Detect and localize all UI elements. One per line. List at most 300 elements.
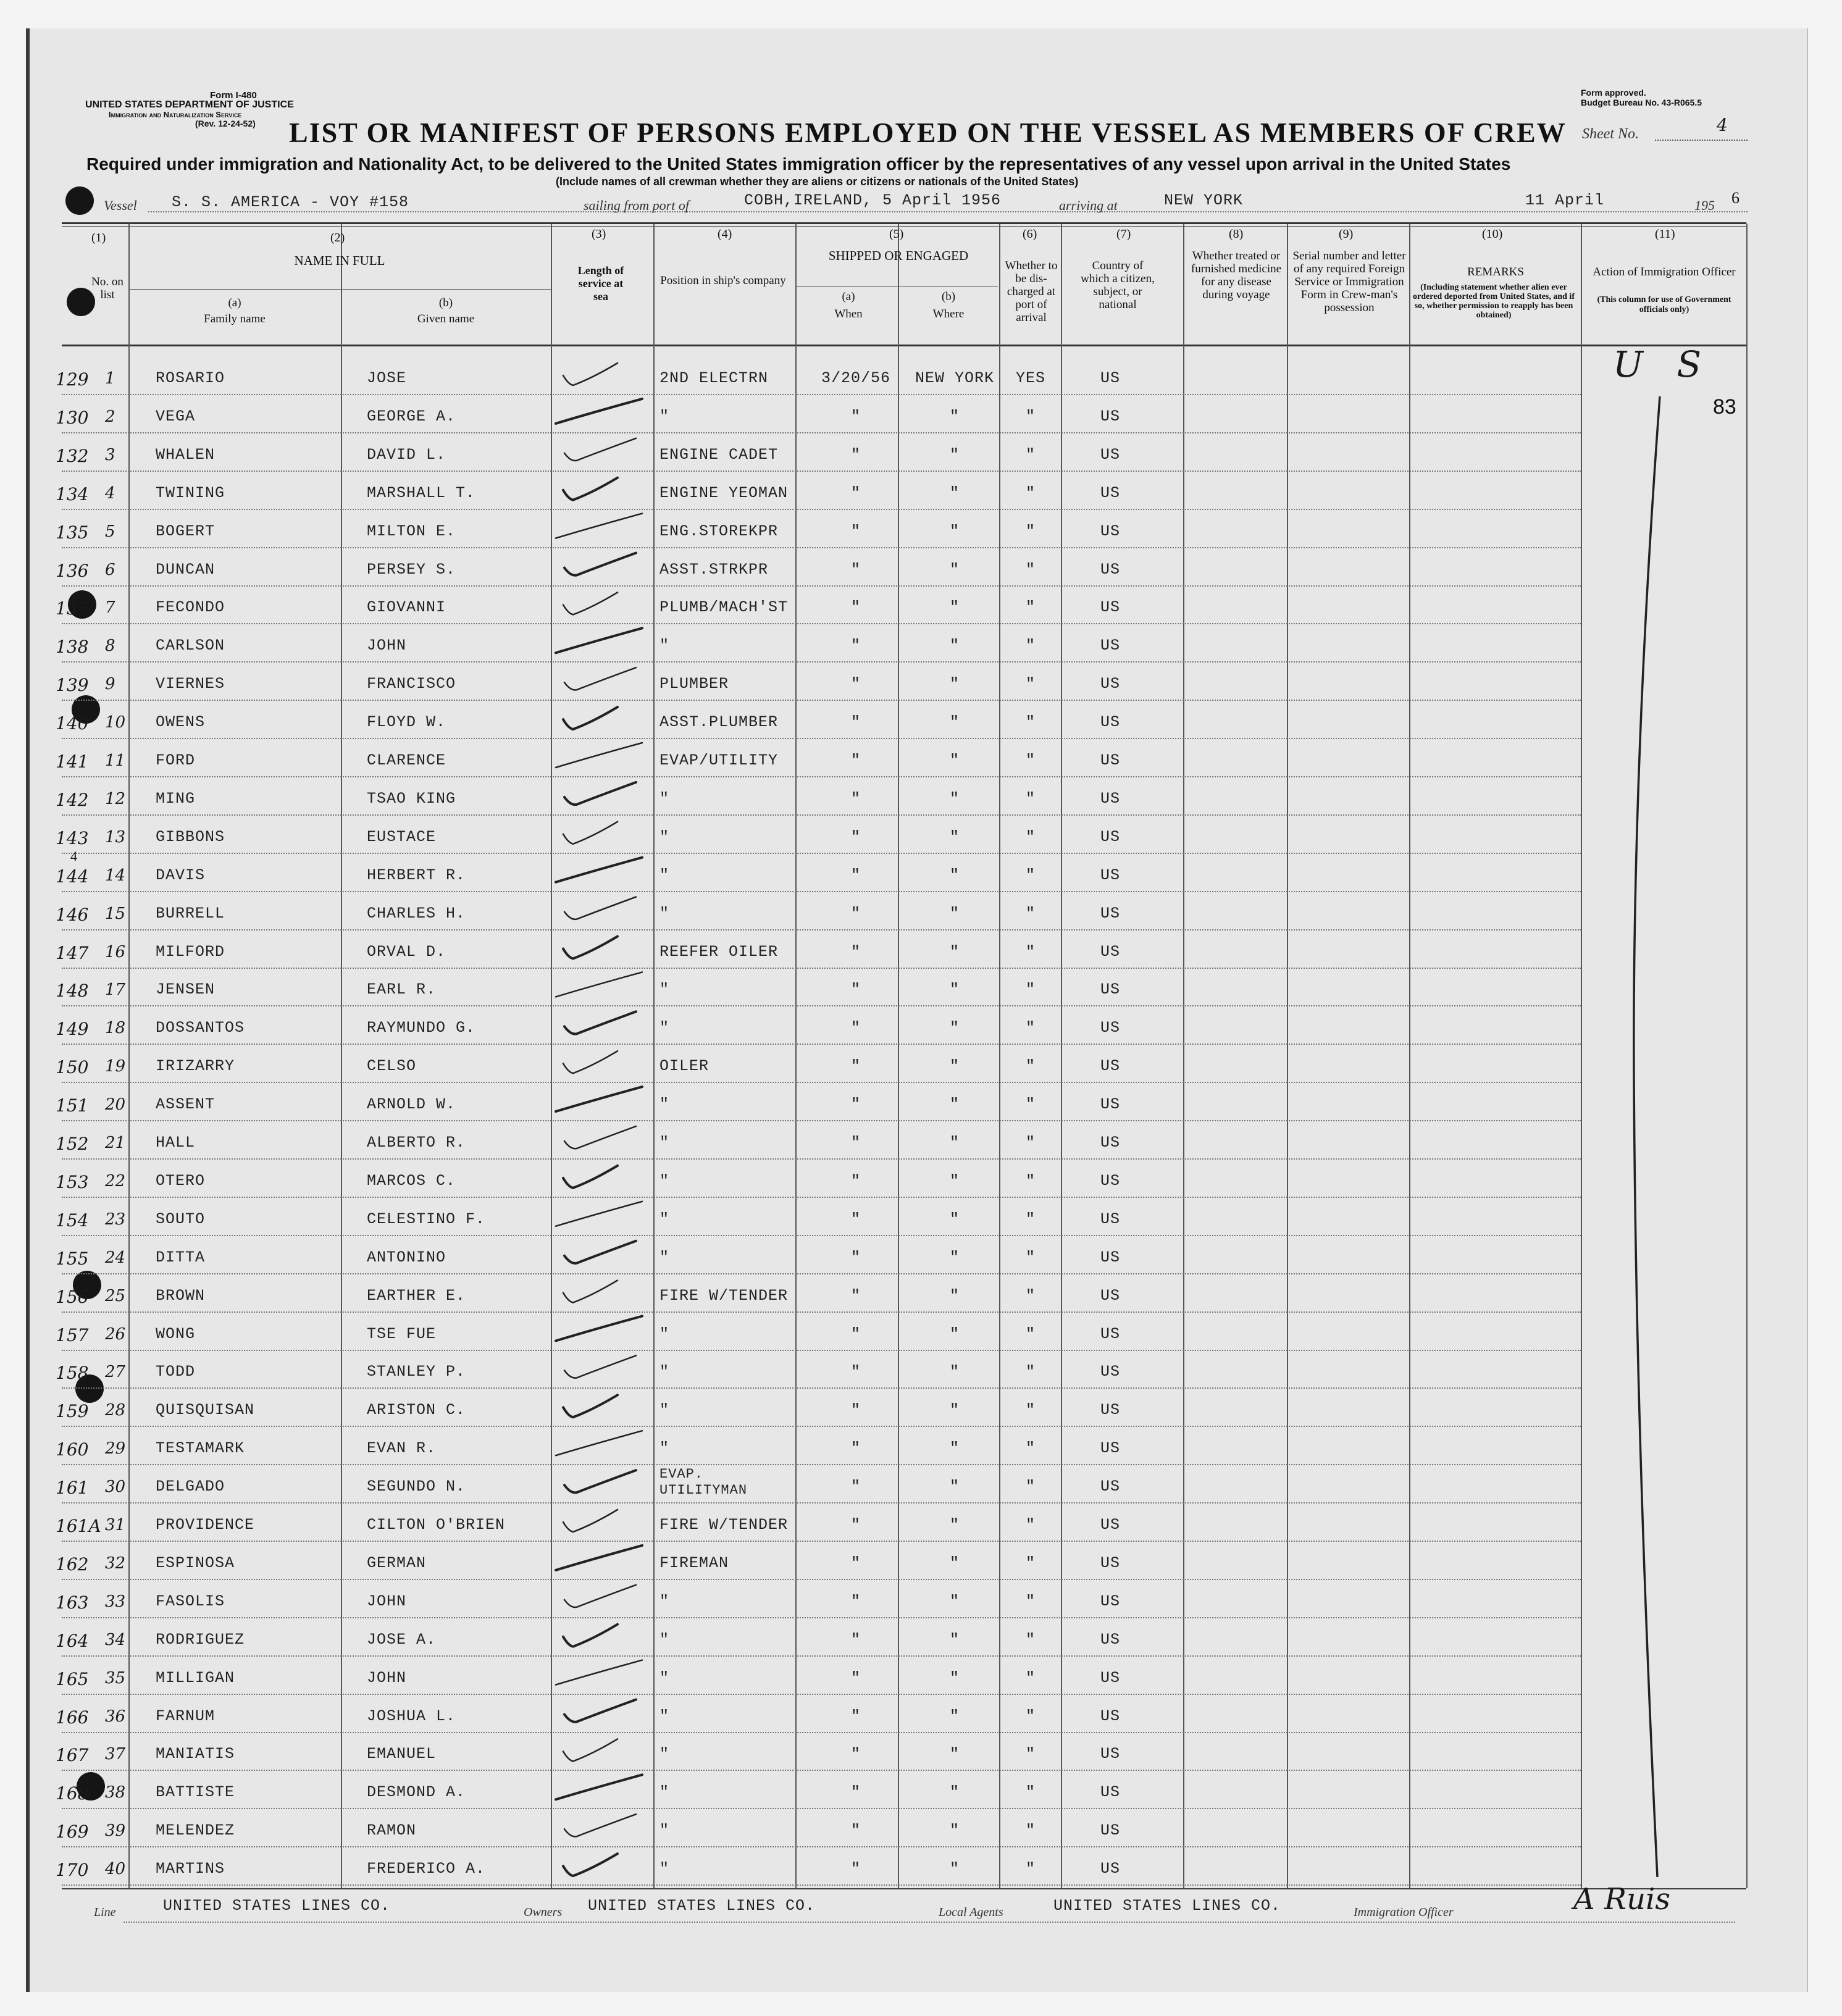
- cell-ref: 152: [56, 1134, 89, 1154]
- cell-no: 40: [105, 1860, 126, 1879]
- checkmark: [564, 1585, 636, 1607]
- cell-family: VIERNES: [156, 675, 225, 693]
- checkmark: [556, 743, 642, 768]
- cell-no: 6: [105, 560, 115, 579]
- cell-position: FIRE W/TENDER: [659, 1286, 789, 1305]
- cell-no: 18: [105, 1019, 126, 1038]
- officer-signature: A Ruis: [1573, 1882, 1670, 1917]
- cell-country: US: [1100, 1134, 1120, 1152]
- cell-position: ": [659, 1822, 670, 1840]
- cell-ref: 138: [56, 637, 89, 658]
- cell-discharge: ": [1025, 904, 1036, 922]
- col-num-6: (6): [1023, 227, 1037, 241]
- cell-family: BATTISTE: [156, 1783, 235, 1802]
- footer-officer-label: Immigration Officer: [1354, 1905, 1454, 1919]
- cell-given: FRANCISCO: [367, 675, 456, 693]
- col-when: When: [834, 307, 863, 320]
- cell-ref: 150: [56, 1057, 89, 1078]
- cell-position: ": [659, 1439, 670, 1458]
- cell-where: ": [949, 1554, 960, 1572]
- cell-ref: 155: [56, 1248, 89, 1269]
- cell-when: ": [850, 1057, 861, 1076]
- cell-family: MILFORD: [156, 942, 225, 961]
- cell-no: 39: [105, 1822, 126, 1841]
- cell-ref: 146: [56, 904, 89, 925]
- cell-given: CELESTINO F.: [367, 1210, 486, 1228]
- col-num-2: (2): [330, 231, 345, 245]
- cell-ref: 153: [56, 1171, 89, 1192]
- col-remarks-note: (Including statement whether alien ever ordered deported from United States, and if so, whether permission to reapply has been obtained): [1413, 283, 1575, 320]
- cell-family: DELGADO: [156, 1478, 225, 1496]
- cell-discharge: ": [1025, 483, 1036, 502]
- cell-when: 3/20/56: [821, 369, 891, 387]
- col-medicine: Whether treated or furnished medicine for any disease during voyage: [1191, 249, 1282, 301]
- col-num-3: (3): [592, 227, 606, 241]
- checkmark: [556, 1775, 642, 1799]
- cell-where: ": [949, 713, 960, 732]
- cell-discharge: ": [1025, 675, 1036, 693]
- cell-no: 19: [105, 1057, 126, 1076]
- cell-discharge: ": [1025, 407, 1036, 425]
- cell-position: ENGINE CADET: [659, 445, 779, 464]
- cell-when: ": [850, 1860, 861, 1878]
- cell-no: 33: [105, 1592, 126, 1611]
- cell-ref: 170: [56, 1860, 89, 1881]
- cell-ref: 130: [56, 407, 89, 428]
- footer-owners: UNITED STATES LINES CO.: [588, 1897, 816, 1915]
- cell-country: US: [1100, 1707, 1120, 1725]
- checkmark: [563, 1051, 617, 1073]
- cell-ref: 159: [56, 1401, 89, 1422]
- cell-given: FLOYD W.: [367, 713, 446, 732]
- cell-where: ": [949, 1630, 960, 1649]
- cell-position: ": [659, 1363, 670, 1381]
- cell-no: 28: [105, 1401, 126, 1420]
- cell-given: MARCOS C.: [367, 1171, 456, 1190]
- sailing-from: COBH,IRELAND, 5 April 1956: [744, 191, 1002, 209]
- cell-discharge: YES: [1015, 369, 1045, 387]
- cell-no: 8: [105, 637, 115, 656]
- cell-position: ": [659, 1401, 670, 1420]
- cell-position: ": [659, 1630, 670, 1649]
- cell-discharge: ": [1025, 942, 1036, 961]
- cell-where: ": [949, 751, 960, 769]
- cell-given: ALBERTO R.: [367, 1134, 466, 1152]
- cell-ref: 132: [56, 445, 89, 466]
- cell-position: ASST.STRKPR: [659, 560, 769, 579]
- cell-discharge: ": [1025, 827, 1036, 846]
- cell-position: FIRE W/TENDER: [659, 1516, 789, 1534]
- cell-no: 23: [105, 1210, 126, 1229]
- cell-when: ": [850, 904, 861, 922]
- cell-ref: 142: [56, 789, 89, 810]
- cell-position: ": [659, 1707, 670, 1725]
- cell-given: CELSO: [367, 1057, 417, 1076]
- cell-when: ": [850, 1134, 861, 1152]
- action-bracket-line: [1618, 395, 1667, 1877]
- cell-family: MILLIGAN: [156, 1668, 235, 1687]
- cell-position: EVAP. UTILITYMAN: [659, 1466, 748, 1499]
- cell-ref: 161A: [56, 1516, 101, 1536]
- cell-ref: 157: [56, 1324, 89, 1345]
- cell-position: OILER: [659, 1057, 710, 1076]
- cell-when: ": [850, 1095, 861, 1114]
- cell-family: ROSARIO: [156, 369, 225, 387]
- cell-ref: 167: [56, 1745, 89, 1766]
- arriving-label: arriving at: [1059, 198, 1118, 213]
- cell-when: ": [850, 1019, 861, 1037]
- cell-when: ": [850, 1439, 861, 1458]
- cell-country: US: [1100, 1324, 1120, 1343]
- cell-family: BURRELL: [156, 904, 225, 922]
- cell-given: DAVID L.: [367, 445, 446, 464]
- cell-no: 5: [105, 522, 115, 541]
- cell-given: EVAN R.: [367, 1439, 437, 1458]
- cell-position: ": [659, 1134, 670, 1152]
- cell-when: ": [850, 1745, 861, 1763]
- cell-when: ": [850, 1516, 861, 1534]
- cell-ref: 160: [56, 1439, 89, 1460]
- col-num-7: (7): [1116, 227, 1131, 241]
- cell-no: 11: [105, 751, 126, 770]
- checkmark: [563, 937, 617, 959]
- cell-given: EMANUEL: [367, 1745, 437, 1763]
- cell-when: ": [850, 1592, 861, 1610]
- checkmark: [556, 1431, 642, 1455]
- col-name-in-full: NAME IN FULL: [294, 253, 385, 268]
- cell-position: PLUMBER: [659, 675, 729, 693]
- col-discharged: Whether to be dis-charged at port of arrival: [1005, 259, 1058, 324]
- cell-country: US: [1100, 904, 1120, 922]
- checkmark: [563, 363, 617, 385]
- cell-discharge: ": [1025, 1286, 1036, 1305]
- checkmark: [564, 667, 636, 690]
- col-position: Position in ship's company: [660, 274, 786, 287]
- cell-ref: 134: [56, 483, 89, 504]
- cell-when: ": [850, 1554, 861, 1572]
- footer-agents: UNITED STATES LINES CO.: [1053, 1897, 1281, 1915]
- cell-where: ": [949, 904, 960, 922]
- cell-country: US: [1100, 866, 1120, 884]
- cell-position: ": [659, 1668, 670, 1687]
- cell-no: 9: [105, 675, 115, 694]
- cell-discharge: ": [1025, 1745, 1036, 1763]
- cell-where: ": [949, 827, 960, 846]
- cell-family: FECONDO: [156, 598, 225, 617]
- cell-where: ": [949, 560, 960, 579]
- cell-ref: 147: [56, 942, 89, 963]
- cell-where: ": [949, 1860, 960, 1878]
- cell-family: DUNCAN: [156, 560, 216, 579]
- sheet-number: 4: [1717, 115, 1728, 135]
- cell-discharge: ": [1025, 866, 1036, 884]
- cell-position: ": [659, 789, 670, 808]
- checkmark: [563, 1166, 617, 1188]
- checkmark: [556, 1545, 642, 1570]
- service: Immigration and Naturalization Service: [109, 110, 242, 119]
- cell-where: ": [949, 1745, 960, 1763]
- arrival-date: 11 April: [1525, 191, 1605, 209]
- cell-discharge: ": [1025, 1668, 1036, 1687]
- col-where-letter: (b): [941, 290, 956, 303]
- cell-position: ENG.STOREKPR: [659, 522, 779, 540]
- checkmark: [563, 1281, 617, 1303]
- checkmark: [564, 1011, 636, 1034]
- cell-no: 1: [105, 369, 115, 388]
- cell-when: ": [850, 1822, 861, 1840]
- cell-given: JOHN: [367, 637, 407, 655]
- cell-country: US: [1100, 1860, 1120, 1878]
- cell-country: US: [1100, 1668, 1120, 1687]
- cell-family: PROVIDENCE: [156, 1516, 255, 1534]
- sailing-label: sailing from port of: [584, 198, 689, 213]
- cell-position: ": [659, 1095, 670, 1114]
- cell-no: 17: [105, 981, 126, 1000]
- cell-family: FASOLIS: [156, 1592, 225, 1610]
- cell-given: TSAO KING: [367, 789, 456, 808]
- cell-position: EVAP/UTILITY: [659, 751, 779, 769]
- cell-ref: 144: [56, 866, 89, 887]
- cell-country: US: [1100, 1057, 1120, 1076]
- cell-given: JOSE A.: [367, 1630, 437, 1649]
- cell-discharge: ": [1025, 1401, 1036, 1420]
- cell-when: ": [850, 713, 861, 732]
- checkmark: [564, 1700, 636, 1722]
- cell-given: TSE FUE: [367, 1324, 437, 1343]
- cell-when: ": [850, 1783, 861, 1802]
- cell-where: ": [949, 942, 960, 961]
- cell-position: ": [659, 1210, 670, 1228]
- cell-position: ENGINE YEOMAN: [659, 483, 789, 502]
- cell-ref: 154: [56, 1210, 89, 1231]
- checkmark: [556, 1202, 642, 1226]
- cell-country: US: [1100, 1478, 1120, 1496]
- cell-when: ": [850, 981, 861, 999]
- cell-position: ": [659, 1783, 670, 1802]
- cell-family: MANIATIS: [156, 1745, 235, 1763]
- cell-no: 16: [105, 942, 126, 961]
- cell-country: US: [1100, 1095, 1120, 1114]
- cell-family: IRIZARRY: [156, 1057, 235, 1076]
- cell-country: US: [1100, 1210, 1120, 1228]
- cell-when: ": [850, 1363, 861, 1381]
- cell-family: VEGA: [156, 407, 196, 425]
- cell-family: RODRIGUEZ: [156, 1630, 245, 1649]
- cell-country: US: [1100, 789, 1120, 808]
- col-shipped: SHIPPED OR ENGAGED: [828, 248, 969, 263]
- cell-family: FARNUM: [156, 1707, 216, 1725]
- cell-family: FORD: [156, 751, 196, 769]
- cell-ref: 141: [56, 751, 89, 772]
- cell-family: SOUTO: [156, 1210, 206, 1228]
- checkmark: [563, 478, 617, 500]
- cell-where: ": [949, 675, 960, 693]
- cell-discharge: ": [1025, 1134, 1036, 1152]
- arriving-at: NEW YORK: [1164, 191, 1244, 209]
- col-given-letter: (b): [438, 296, 453, 309]
- cell-where: ": [949, 598, 960, 617]
- cell-no: 30: [105, 1478, 126, 1497]
- cell-discharge: ": [1025, 1363, 1036, 1381]
- cell-discharge: ": [1025, 560, 1036, 579]
- footer-line-label: Line: [94, 1905, 116, 1919]
- cell-no: 4: [105, 483, 115, 503]
- cell-country: US: [1100, 1554, 1120, 1572]
- checkmark: [563, 1510, 617, 1532]
- checkmark: [556, 1660, 642, 1685]
- cell-no: 12: [105, 789, 126, 808]
- cell-ref: 161: [56, 1478, 89, 1499]
- cell-given: CILTON O'BRIEN: [367, 1516, 506, 1534]
- cell-country: US: [1100, 1363, 1120, 1381]
- cell-position: ": [659, 1171, 670, 1190]
- cell-given: FREDERICO A.: [367, 1860, 486, 1878]
- crew-count: 83: [1713, 395, 1736, 419]
- cell-given: JOSHUA L.: [367, 1707, 456, 1725]
- cell-when: ": [850, 483, 861, 502]
- cell-country: US: [1100, 1248, 1120, 1266]
- cell-country: US: [1100, 1286, 1120, 1305]
- cell-position: ": [659, 1592, 670, 1610]
- cell-where: ": [949, 1783, 960, 1802]
- cell-no: 20: [105, 1095, 126, 1115]
- cell-family: BROWN: [156, 1286, 206, 1305]
- cell-given: JOHN: [367, 1668, 407, 1687]
- cell-no: 25: [105, 1286, 126, 1305]
- cell-no: 24: [105, 1248, 126, 1267]
- cell-where: ": [949, 1210, 960, 1228]
- checkmark: [563, 1854, 617, 1876]
- cell-given: DESMOND A.: [367, 1783, 466, 1802]
- cell-given: ANTONINO: [367, 1248, 446, 1266]
- cell-family: MING: [156, 789, 196, 808]
- cell-family: BOGERT: [156, 522, 216, 540]
- cell-where: ": [949, 1439, 960, 1458]
- cell-no: 21: [105, 1134, 126, 1152]
- cell-family: WONG: [156, 1324, 196, 1343]
- cell-where: ": [949, 1707, 960, 1725]
- cell-where: ": [949, 1057, 960, 1076]
- checkmark: [556, 628, 642, 653]
- cell-position: ": [659, 1860, 670, 1878]
- cell-ref: 163: [56, 1592, 89, 1613]
- checkmark: [556, 1316, 642, 1341]
- cell-where: ": [949, 1171, 960, 1190]
- cell-country: US: [1100, 827, 1120, 846]
- cell-family: DAVIS: [156, 866, 206, 884]
- cell-country: US: [1100, 713, 1120, 732]
- cell-where: ": [949, 1095, 960, 1114]
- revision: (Rev. 12-24-52): [195, 119, 256, 128]
- cell-family: TWINING: [156, 483, 225, 502]
- cell-ref: 139: [56, 675, 89, 696]
- cell-discharge: ": [1025, 789, 1036, 808]
- cell-discharge: ": [1025, 1707, 1036, 1725]
- col-num-5: (5): [889, 227, 904, 241]
- cell-given: EUSTACE: [367, 827, 437, 846]
- cell-where: ": [949, 1822, 960, 1840]
- action-mark: U S: [1613, 343, 1713, 385]
- cell-when: ": [850, 1401, 861, 1420]
- cell-country: US: [1100, 1401, 1120, 1420]
- cell-when: ": [850, 1171, 861, 1190]
- cell-given: STANLEY P.: [367, 1363, 466, 1381]
- cell-when: ": [850, 560, 861, 579]
- cell-ref: 149: [56, 1019, 89, 1040]
- checkmark: [556, 399, 642, 424]
- cell-position: ": [659, 637, 670, 655]
- col-action: Action of Immigration Officer: [1593, 266, 1736, 278]
- cell-position: ": [659, 1019, 670, 1037]
- cell-country: US: [1100, 1783, 1120, 1802]
- cell-where: ": [949, 445, 960, 464]
- checkmark: [564, 897, 636, 919]
- cell-when: ": [850, 637, 861, 655]
- cell-no: 31: [105, 1516, 126, 1534]
- cell-where: ": [949, 1401, 960, 1420]
- cell-discharge: ": [1025, 1324, 1036, 1343]
- cell-position: REEFER OILER: [659, 942, 779, 961]
- checkmark: [564, 1241, 636, 1263]
- cell-when: ": [850, 942, 861, 961]
- cell-discharge: ": [1025, 637, 1036, 655]
- cell-no: 27: [105, 1363, 126, 1382]
- cell-ref: 156: [56, 1286, 89, 1307]
- cell-ref: 166: [56, 1707, 89, 1728]
- cell-position: ": [659, 866, 670, 884]
- cell-ref: 162: [56, 1554, 89, 1575]
- cell-position: ": [659, 1745, 670, 1763]
- col-given-name: Given name: [417, 312, 475, 325]
- cell-where: ": [949, 866, 960, 884]
- checkmark: [563, 1395, 617, 1417]
- cell-where: ": [949, 1019, 960, 1037]
- col-country: Country of which a citizen, subject, or national: [1081, 259, 1155, 311]
- col-num-4: (4): [718, 227, 732, 241]
- cell-where: ": [949, 483, 960, 502]
- cell-family: GIBBONS: [156, 827, 225, 846]
- cell-family: TODD: [156, 1363, 196, 1381]
- cell-no: 32: [105, 1554, 126, 1573]
- cell-family: ESPINOSA: [156, 1554, 235, 1572]
- cell-position: ": [659, 904, 670, 922]
- cell-when: ": [850, 1478, 861, 1496]
- cell-given: EARTHER E.: [367, 1286, 466, 1305]
- checkmark: [564, 1126, 636, 1148]
- col-serial: Serial number and letter of any required Foreign Service or Immigration Form in Crew-man's possession: [1292, 249, 1406, 314]
- cell-where: ": [949, 1363, 960, 1381]
- cell-given: EARL R.: [367, 981, 437, 999]
- cell-when: ": [850, 827, 861, 846]
- checkmark: [556, 858, 642, 882]
- cell-when: ": [850, 1630, 861, 1649]
- cell-family: MARTINS: [156, 1860, 225, 1878]
- cell-when: ": [850, 407, 861, 425]
- cell-when: ": [850, 866, 861, 884]
- col-family-letter: (a): [228, 296, 241, 309]
- cell-country: US: [1100, 1745, 1120, 1763]
- cell-where: ": [949, 1516, 960, 1534]
- checkmark: [564, 1814, 636, 1836]
- cell-ref: 137: [56, 598, 89, 619]
- cell-discharge: ": [1025, 713, 1036, 732]
- cell-country: US: [1100, 407, 1120, 425]
- cell-no: 14: [105, 866, 126, 885]
- checkmark: [564, 1470, 636, 1492]
- cell-where: ": [949, 981, 960, 999]
- cell-ref: 148: [56, 981, 89, 1002]
- cell-country: US: [1100, 560, 1120, 579]
